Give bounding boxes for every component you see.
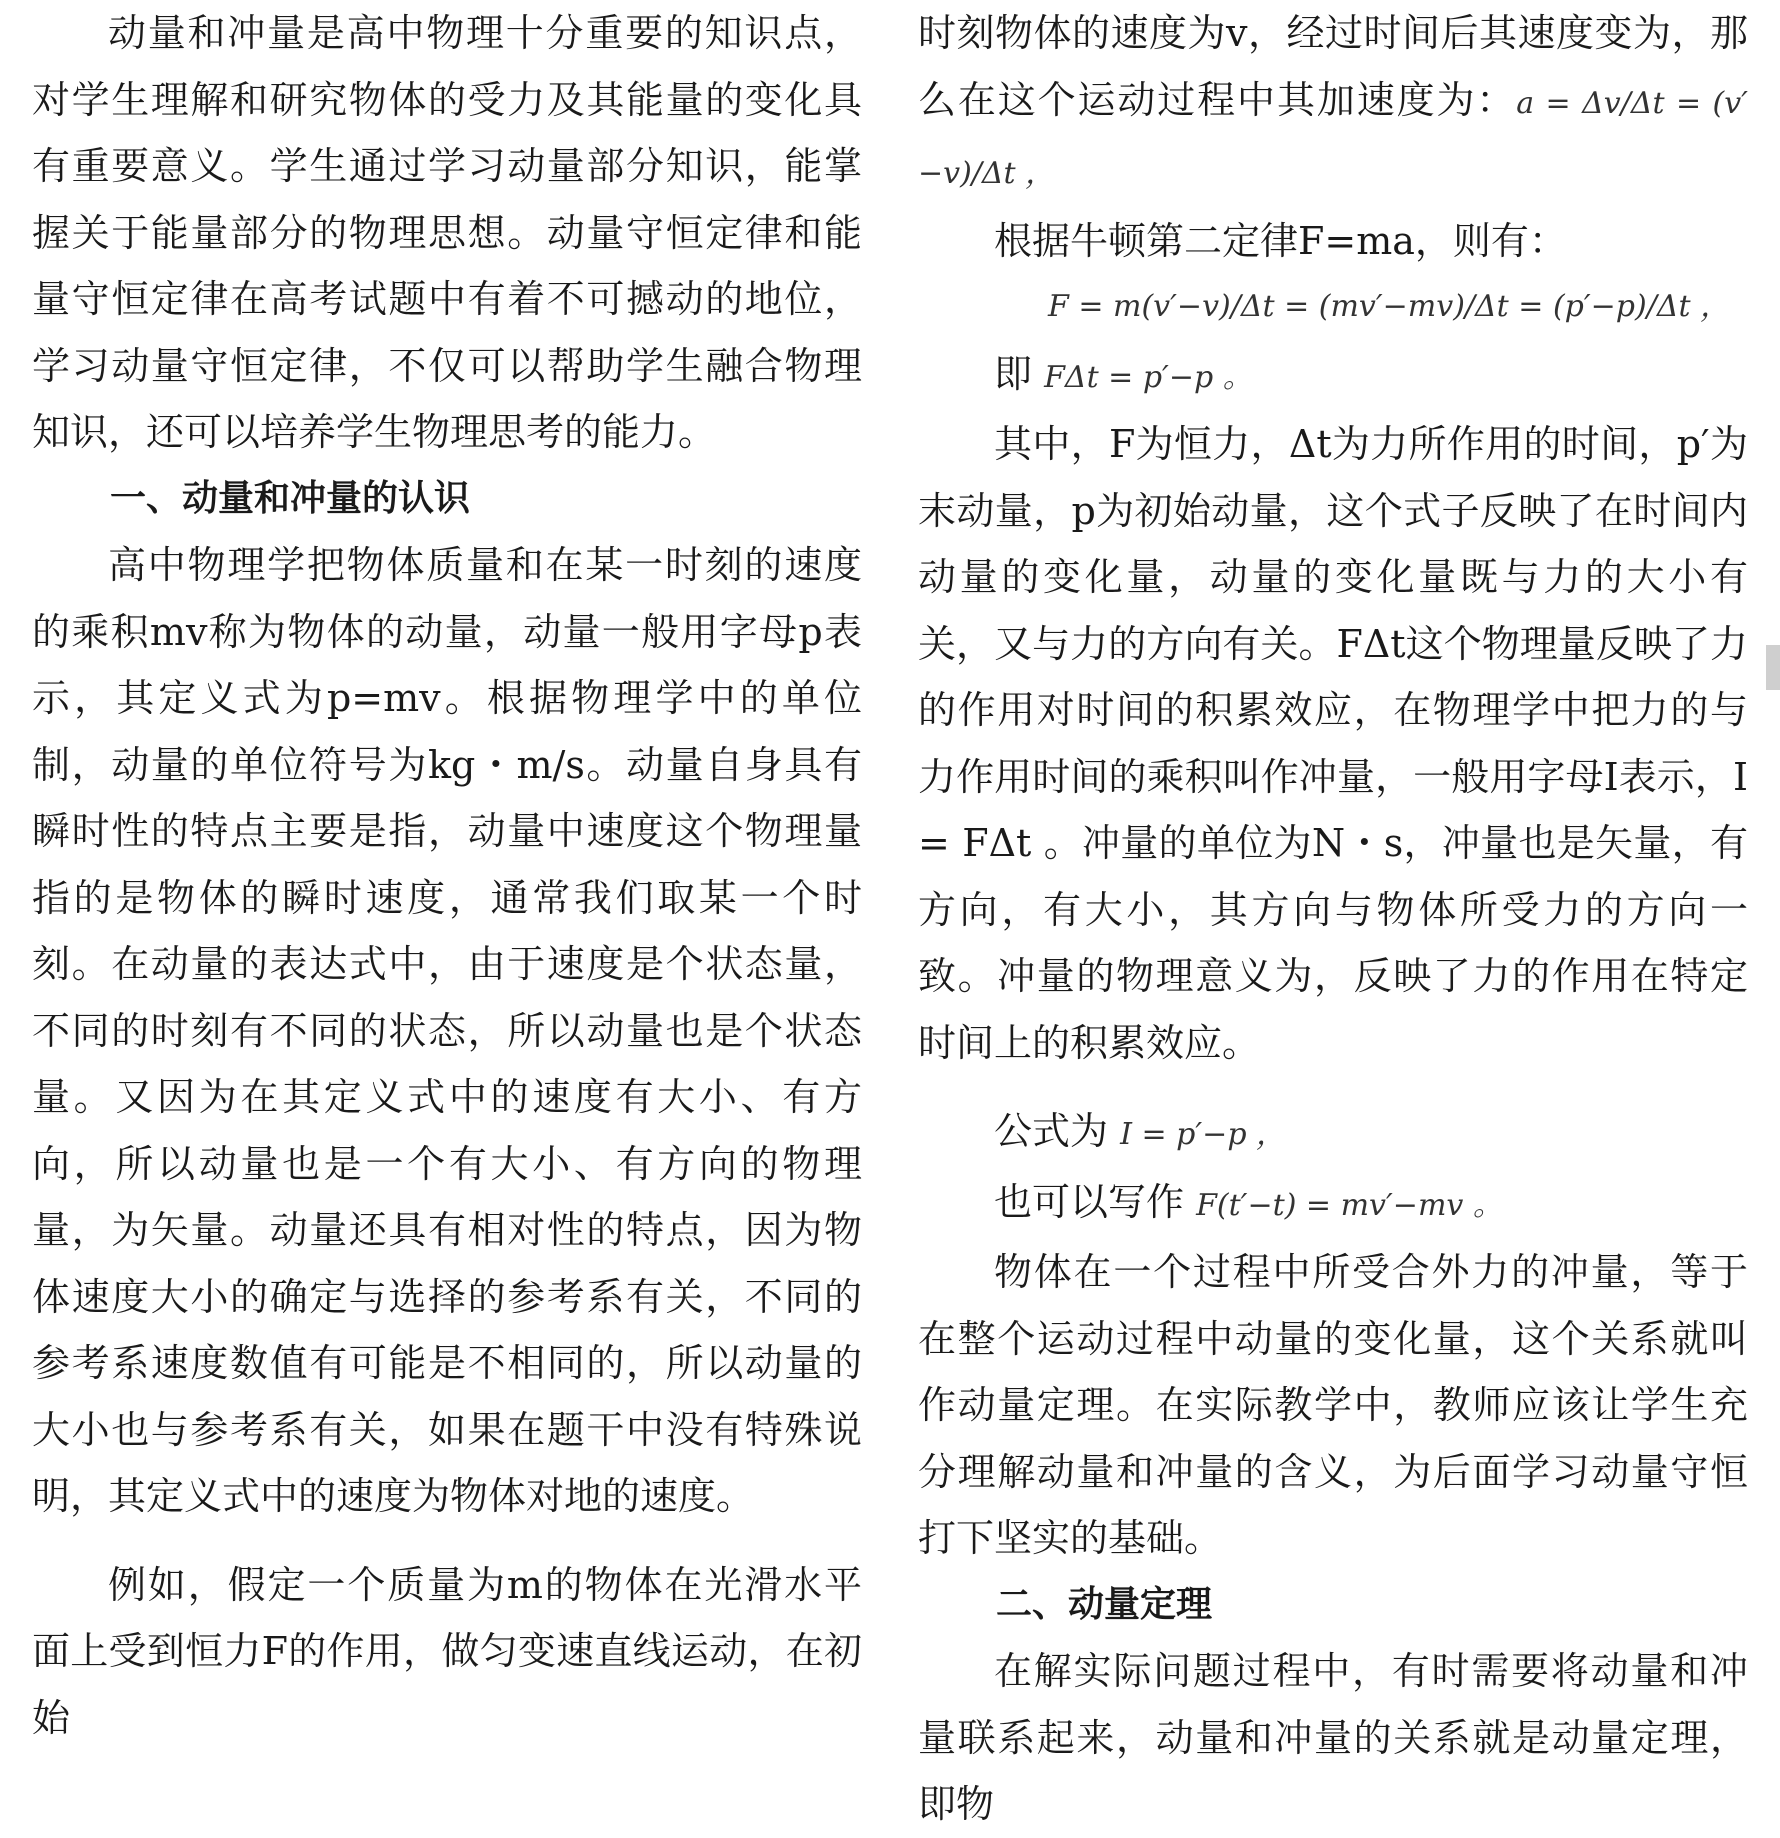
newton-formula: F = m(v′−v)/Δt = (mv′−mv)/Δt = (p′−p)/Δt ，	[1048, 289, 1731, 324]
impulse-relation-formula: FΔt = p′−p 。	[1044, 359, 1253, 395]
example-paragraph: 例如，假定一个质量为m的物体在光滑水平面上受到恒力F的作用，做匀变速直线运动，在初始	[32, 1562, 862, 1740]
impulse-relation-prefix: 即	[994, 351, 1033, 396]
newton-law-paragraph: 根据牛顿第二定律F=ma，则有：	[994, 218, 1567, 263]
theorem-intro-paragraph: 在解实际问题过程中，有时需要将动量和冲量联系起来，动量和冲量的关系就是动量定理，即物	[918, 1649, 1748, 1826]
right-column	[918, 0, 1748, 1838]
section-heading-1: 一、动量和冲量的认识	[110, 477, 471, 519]
continuation-paragraph	[918, 0, 1748, 208]
section-heading-2: 二、动量定理	[996, 1583, 1213, 1625]
alternate-formula-line	[918, 1169, 1748, 1240]
impulse-definition-paragraph: 其中，F为恒力，Δt为力所作用的时间，p′为末动量，p为初始动量，这个式子反映了在时间内动量的变化量，动量的变化量既与力的大小有关，又与力的方向有关。FΔt这个物理量反映了力的作用对时间的积累效应，在物理学中把力的与力作用时间的乘积叫作冲量，一般用字母I表示，I = FΔt 。冲量的单位为N・s，冲量也是矢量，有方向，有大小，其方向与物体所受力的方向一致。冲量的物理意义为，反映了力的作用在特定时间上的积累效应。	[918, 422, 1748, 1065]
alternate-formula-prefix: 也可以写作	[994, 1179, 1185, 1224]
continuation-text: 时刻物体的速度为v，经过时间后其速度变为，那么在这个运动过程中其加速度为：	[918, 11, 1748, 122]
scrollbar-handle[interactable]	[1766, 645, 1780, 690]
impulse-formula-line	[918, 1098, 1748, 1169]
impulse-formula: I = p′−p ，	[1120, 1117, 1287, 1152]
left-column	[32, 0, 862, 1751]
impulse-formula-prefix: 公式为	[994, 1109, 1109, 1153]
alternate-formula: F(t′−t) = mv′−mv 。	[1196, 1187, 1503, 1223]
momentum-definition-paragraph: 高中物理学把物体质量和在某一时刻的速度的乘积mv称为物体的动量，动量一般用字母p表示，其定义式为p=mv。根据物理学中的单位制，动量的单位符号为kg・m/s。动量自身具有瞬时性的特点主要是指，动量中速度这个物理量指的是物体的瞬时速度，通常我们取某一个时刻。在动量的表达式中，由于速度是个状态量，不同的时刻有不同的状态，所以动量也是个状态量。又因为在其定义式中的速度有大小、有方向，所以动量也是一个有大小、有方向的物理量，为矢量。动量还具有相对性的特点，因为物体速度大小的确定与选择的参考系有关，不同的参考系速度数值有可能是不相同的，所以动量的大小也与参考系有关，如果在题干中没有特殊说明，其定义式中的速度为物体对地的速度。	[32, 543, 862, 1518]
intro-paragraph: 动量和冲量是高中物理十分重要的知识点，对学生理解和研究物体的受力及其能量的变化具有重要意义。学生通过学习动量部分知识，能掌握关于能量部分的物理思想。动量守恒定律和能量守恒定律在高考试题中有着不可撼动的地位，学习动量守恒定律，不仅可以帮助学生融合物理知识，还可以培养学生物理思考的能力。	[32, 11, 862, 454]
paragraph-gap	[32, 1530, 862, 1552]
paragraph-gap	[918, 1076, 1748, 1098]
acceleration-formula: a = Δv/Δt = (v′−v)/Δt ，	[918, 85, 1748, 191]
impulse-relation-line	[918, 341, 1748, 412]
theorem-paragraph: 物体在一个过程中所受合外力的冲量，等于在整个运动过程中动量的变化量，这个关系就叫作动量定理。在实际教学中，教师应该让学生充分理解动量和冲量的含义，为后面学习动量守恒打下坚实的基础。	[918, 1250, 1748, 1560]
